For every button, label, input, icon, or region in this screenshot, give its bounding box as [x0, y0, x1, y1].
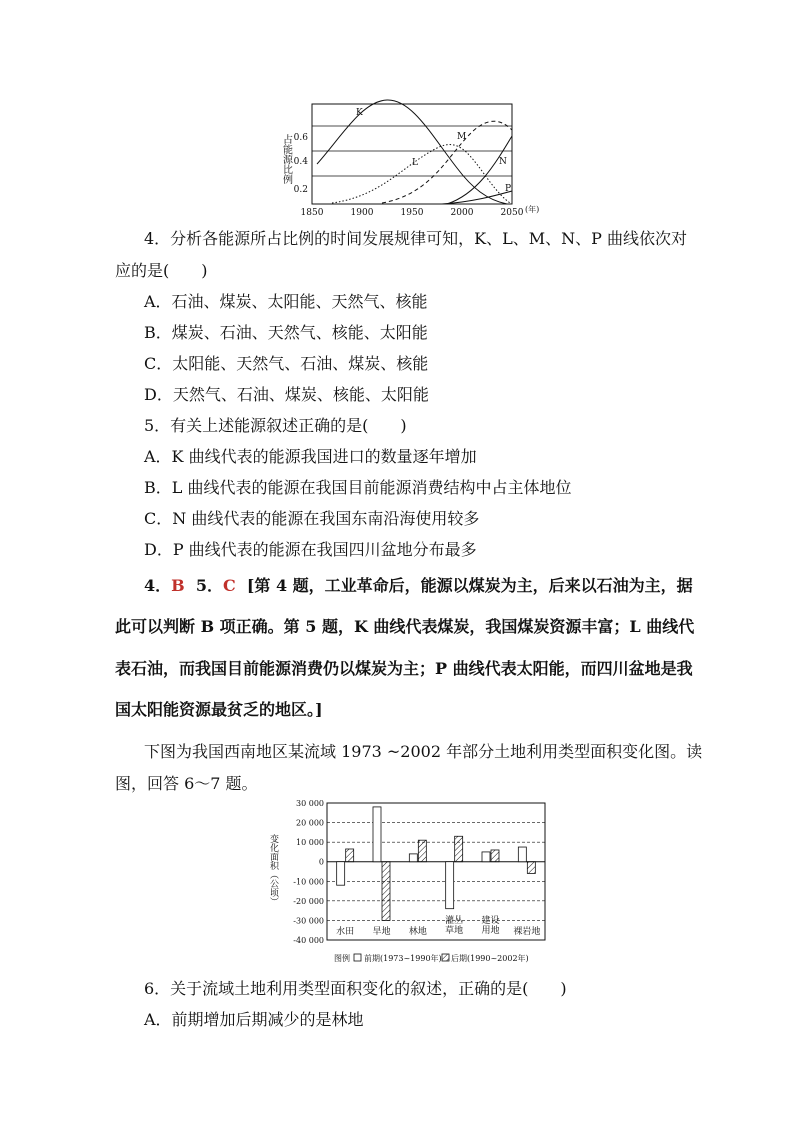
- bar-early-5: [518, 847, 526, 862]
- landuse-xlabel: 用地: [481, 926, 500, 936]
- legend-late-label: 后期(1990~2002年): [451, 954, 529, 963]
- intro-line1: 下图为我国西南地区某流域 1973 ~2002 年部分土地利用类型面积变化图。读: [144, 742, 703, 761]
- legend-early-label: 前期(1973~1990年): [364, 954, 442, 963]
- landuse-grid: [327, 823, 545, 921]
- landuse-xlabel: 林地: [408, 927, 427, 937]
- answer-prefix: 4．: [144, 576, 172, 595]
- landuse-chart: [264, 798, 564, 970]
- bar-late-1: [382, 862, 390, 921]
- bar-late-4: [491, 850, 499, 862]
- legend-late-swatch: [442, 954, 449, 961]
- landuse-ytick: 30 000: [296, 799, 324, 808]
- landuse-xlabel: 旱地: [372, 927, 391, 937]
- curve-label-k: K: [356, 108, 363, 118]
- energy-frame: [312, 104, 512, 204]
- answer-line4: 国太阳能资源最贫乏的地区。]: [115, 700, 323, 719]
- energy-ytick-0.6: 0.6: [293, 133, 308, 143]
- bar-late-3: [455, 836, 463, 861]
- landuse-xlabel: 灌丛: [445, 916, 464, 926]
- intro-line2: 图，回答 6～7 题。: [115, 774, 258, 793]
- q5-stem: 5．有关上述能源叙述正确的是( ): [144, 416, 407, 435]
- bar-late-5: [527, 862, 535, 874]
- q4-stem-line2: 应的是( ): [115, 261, 208, 280]
- bar-early-1: [373, 807, 381, 862]
- q5-option-a[interactable]: A．K 曲线代表的能源我国进口的数量逐年增加: [144, 447, 477, 466]
- landuse-xlabel: 水田: [336, 927, 355, 937]
- landuse-ytick: 10 000: [296, 838, 324, 848]
- bar-early-0: [337, 862, 345, 885]
- q4-option-a[interactable]: A．石油、煤炭、太阳能、天然气、核能: [144, 292, 428, 311]
- curve-label-n: N: [499, 157, 507, 167]
- answer-4: B: [171, 576, 185, 595]
- energy-ylabel: 占能源比例: [280, 134, 292, 184]
- energy-xtick-1900: 1900: [350, 208, 374, 218]
- energy-xunit: (年): [525, 205, 540, 214]
- landuse-ytick: -10 000: [293, 877, 324, 887]
- q5-option-d[interactable]: D．P 曲线代表的能源在我国四川盆地分布最多: [144, 540, 477, 559]
- answer-line3: 表石油，而我国目前能源消费仍以煤炭为主；P 曲线代表太阳能，而四川盆地是我: [115, 659, 693, 678]
- curve-m: [382, 121, 512, 203]
- q4-option-d[interactable]: D．天然气、石油、煤炭、核能、太阳能: [144, 385, 429, 404]
- q6-stem: 6．关于流域土地利用类型面积变化的叙述，正确的是( ): [144, 979, 567, 998]
- energy-ytick-0.4: 0.4: [293, 157, 308, 167]
- q4-stem-line1: 4．分析各能源所占比例的时间发展规律可知，K、L、M、N、P 曲线依次对: [144, 229, 687, 248]
- legend-prefix: 图例: [334, 954, 350, 963]
- legend-early-swatch: [354, 954, 361, 961]
- curve-k: [317, 100, 507, 204]
- landuse-xlabel: 建设: [481, 916, 500, 926]
- landuse-yticks: [293, 799, 324, 945]
- landuse-ytick: -30 000: [293, 916, 324, 926]
- energy-ytick-0.2: 0.2: [293, 185, 308, 195]
- q6-option-a[interactable]: A．前期增加后期减少的是林地: [144, 1010, 364, 1029]
- q4-option-b[interactable]: B．煤炭、石油、天然气、核能、太阳能: [144, 323, 428, 342]
- answer-5: C: [222, 576, 236, 595]
- landuse-ytick: 0: [318, 857, 324, 867]
- bar-late-0: [346, 849, 354, 862]
- bar-early-3: [446, 862, 454, 909]
- landuse-ylabel: 变化面积（公顷）: [268, 834, 278, 906]
- landuse-ytick: 20 000: [296, 818, 324, 828]
- landuse-ytick: -40 000: [293, 936, 324, 945]
- bar-late-2: [418, 840, 426, 862]
- curve-label-l: L: [412, 158, 418, 168]
- answer-line2: 此可以判断 B 项正确。第 5 题，K 曲线代表煤炭，我国煤炭资源丰富；L 曲线代: [115, 617, 695, 636]
- landuse-ytick: -20 000: [293, 896, 324, 906]
- landuse-frame: [327, 803, 545, 940]
- landuse-xlabel: 草地: [445, 926, 464, 936]
- answer-line1: [144, 573, 693, 596]
- curve-label-m: M: [457, 132, 467, 142]
- landuse-bars: [337, 807, 536, 921]
- q4-option-c[interactable]: C．太阳能、天然气、石油、煤炭、核能: [144, 354, 429, 373]
- energy-xtick-2000: 2000: [450, 208, 474, 218]
- energy-xtick-2050: 2050: [500, 208, 524, 218]
- curve-label-p: P: [505, 184, 512, 194]
- energy-xtick-1950: 1950: [400, 208, 424, 218]
- energy-xtick-1850: 1850: [300, 208, 324, 218]
- landuse-xlabel: 裸岩地: [513, 927, 541, 937]
- q5-option-b[interactable]: B．L 曲线代表的能源在我国目前能源消费结构中占主体地位: [144, 478, 572, 497]
- answer-explanation-start: [第 4 题，工业革命后，能源以煤炭为主，后来以石油为主，据: [235, 576, 693, 595]
- bar-early-4: [482, 852, 490, 862]
- energy-chart-svg: [272, 96, 562, 220]
- answer-mid: 5．: [184, 576, 223, 595]
- energy-chart: [272, 96, 562, 220]
- landuse-chart-svg: [264, 798, 564, 970]
- q5-option-c[interactable]: C．N 曲线代表的能源在我国东南沿海使用较多: [144, 509, 480, 528]
- bar-early-2: [409, 854, 417, 862]
- landuse-xlabels: [336, 914, 540, 937]
